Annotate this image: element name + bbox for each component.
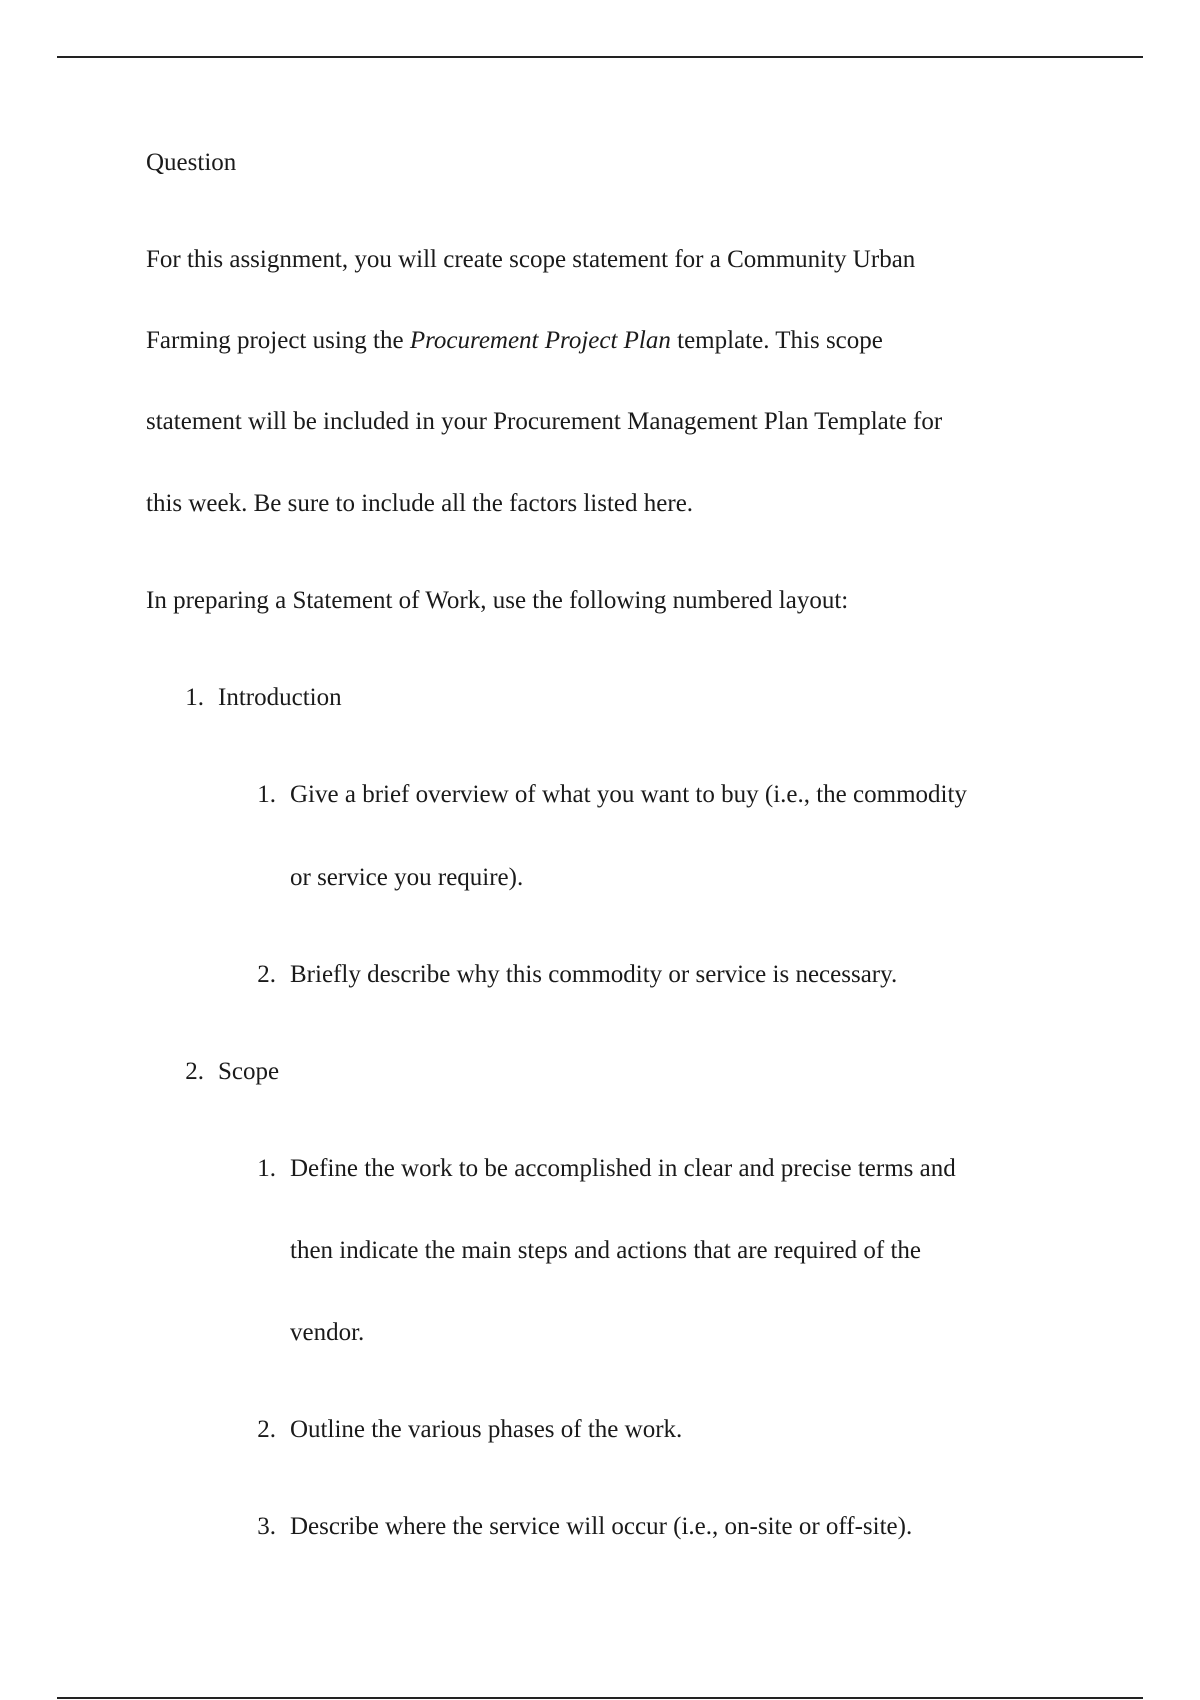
sub-item-line: Outline the various phases of the work. <box>290 1416 683 1443</box>
sub-item-line: or service you require). <box>290 864 524 891</box>
sub-item-line: vendor. <box>290 1319 365 1346</box>
paragraph-1-line-3: statement will be included in your Procurement Management Plan Template for <box>146 408 943 435</box>
sub-item-line: Describe where the service will occur (i.e., on-site or off-site). <box>290 1513 913 1540</box>
sub-list-number: 2. <box>257 1416 276 1443</box>
sub-list-number: 1. <box>257 1155 276 1182</box>
sub-item-line: Define the work to be accomplished in clear and precise terms and <box>290 1155 956 1182</box>
paragraph-1-line-1: For this assignment, you will create scope statement for a Community Urban <box>146 246 916 273</box>
sub-item-line: Give a brief overview of what you want to buy (i.e., the commodity <box>290 781 967 808</box>
sub-item-line: Briefly describe why this commodity or service is necessary. <box>290 961 898 988</box>
list-number: 1. <box>185 684 204 711</box>
sub-list-number: 1. <box>257 781 276 808</box>
paragraph-2: In preparing a Statement of Work, use the following numbered layout: <box>146 587 849 614</box>
sub-list-number: 2. <box>257 961 276 988</box>
paragraph-1-line-4: this week. Be sure to include all the factors listed here. <box>146 490 694 517</box>
paragraph-1-line-2-start: Farming project using the <box>146 327 410 354</box>
list-label: Introduction <box>218 684 342 711</box>
paragraph-1-line-2-end: template. This scope <box>670 327 883 354</box>
template-name-italic: Procurement Project Plan <box>409 327 671 354</box>
paragraph-1-line-2 <box>146 325 883 357</box>
question-heading: Question <box>146 149 237 176</box>
list-label: Scope <box>218 1058 280 1085</box>
sub-list-number: 3. <box>257 1513 276 1540</box>
sub-item-line: then indicate the main steps and actions that are required of the <box>290 1237 922 1264</box>
footer-rule <box>57 1697 1143 1699</box>
header-rule <box>57 56 1143 58</box>
list-number: 2. <box>185 1058 204 1085</box>
